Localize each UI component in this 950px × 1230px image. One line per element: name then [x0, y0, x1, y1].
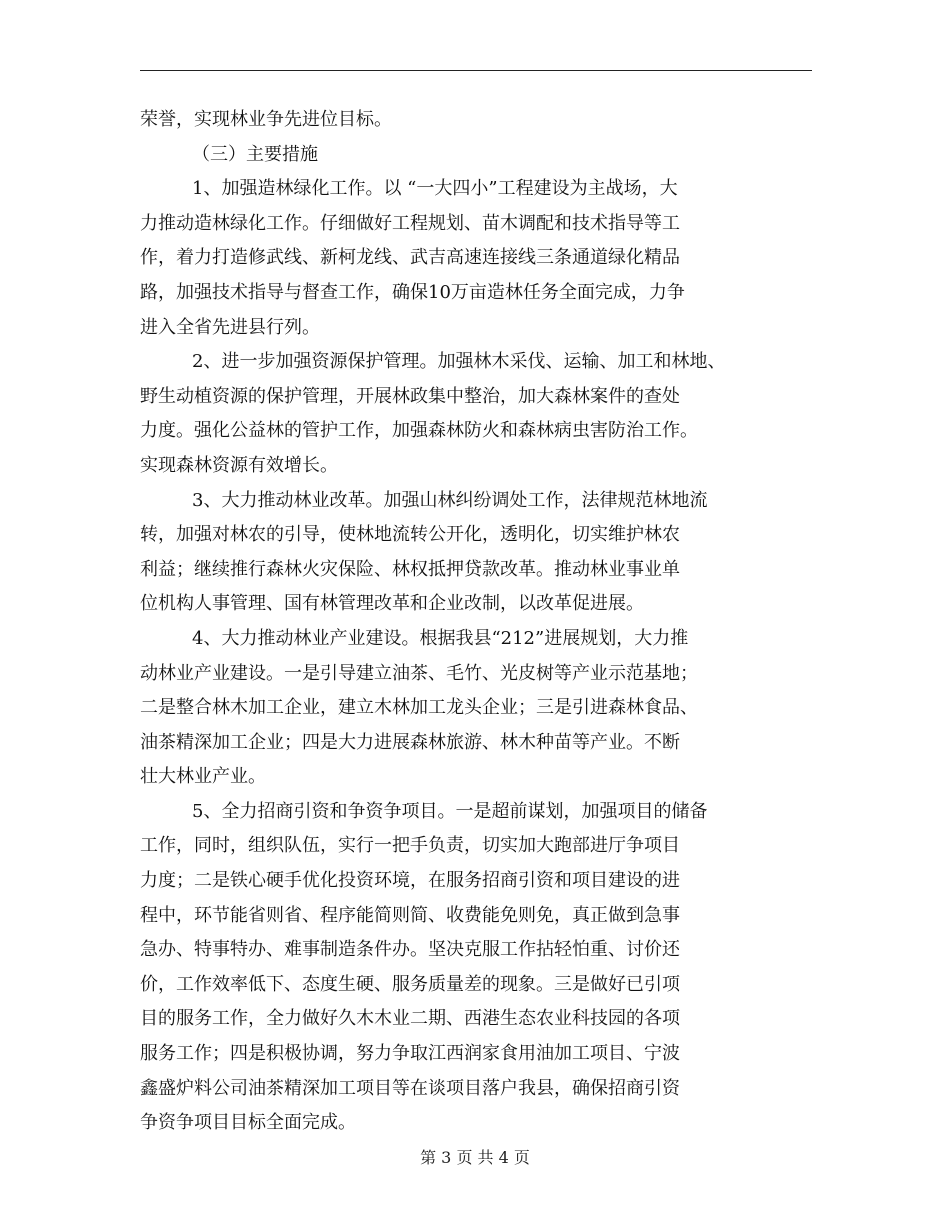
text-line: 工作，同时，组织队伍，实行一把手负责，切实加大跑部进厅争项目 — [140, 835, 680, 857]
text-line: 力度。强化公益林的管护工作，加强森林防火和森林病虫害防治工作。 — [140, 420, 698, 442]
text-line: 力推动造林绿化工作。仔细做好工程规划、苗木调配和技术指导等工 — [140, 212, 680, 234]
paragraph-start-line: 3、大力推动林业改革。加强山林纠纷调处工作，法律规范林地流 — [192, 489, 708, 511]
text-line: 程中，环节能省则省、程序能简则简、收费能免则免，真正做到急事 — [140, 904, 680, 926]
header-rule — [140, 70, 812, 71]
text-line: 荣誉，实现林业争先进位目标。 — [140, 109, 392, 130]
text-line: 进入全省先进县行列。 — [140, 316, 320, 338]
paragraph-start-line: 2、进一步加强资源保护管理。加强林木采伐、运输、加工和林地、 — [192, 351, 726, 373]
text-line: 路，加强技术指导与督查工作，确保10万亩造林任务全面完成，力争 — [140, 281, 685, 303]
text-line: 实现森林资源有效增长。 — [140, 454, 338, 476]
text-line: 壮大林业产业。 — [140, 766, 266, 788]
document-body — [140, 103, 820, 1141]
text-line: 野生动植资源的保护管理，开展林政集中整治，加大森林案件的查处 — [140, 385, 680, 407]
text-line: 二是整合林木加工企业，建立木林加工龙头企业；三是引进森林食品、 — [140, 697, 698, 719]
text-line: 作，着力打造修武线、新柯龙线、武吉高速连接线三条通道绿化精品 — [140, 247, 680, 269]
text-line: 力度；二是铁心硬手优化投资环境，在服务招商引资和项目建设的进 — [140, 870, 680, 892]
text-line: 位机构人事管理、国有林管理改革和企业改制，以改革促进展。 — [140, 593, 644, 615]
paragraph-start-line: 1、加强造林绿化工作。以 “一大四小”工程建设为主战场，大 — [192, 178, 678, 200]
text-line: 利益；继续推行森林火灾保险、林权抵押贷款改革。推动林业事业单 — [140, 558, 680, 580]
text-line: 油茶精深加工企业；四是大力进展森林旅游、林木种苗等产业。不断 — [140, 731, 680, 753]
text-line: 目的服务工作，全力做好久木木业二期、西港生态农业科技园的各项 — [140, 1008, 680, 1030]
text-line: 转，加强对林农的引导，使林地流转公开化，透明化，切实维护林农 — [140, 524, 680, 546]
paragraph-start-line: 4、大力推动林业产业建设。根据我县“212”进展规划，大力推 — [192, 627, 689, 649]
paragraph-start-line: 5、全力招商引资和争资争项目。一是超前谋划，加强项目的储备 — [192, 800, 708, 822]
paragraph-start-line: （三）主要措施 — [192, 143, 318, 165]
text-line: 争资争项目目标全面完成。 — [140, 1112, 356, 1134]
text-line: 鑫盛炉料公司油茶精深加工项目等在谈项目落户我县，确保招商引资 — [140, 1077, 680, 1099]
text-line: 急办、特事特办、难事制造条件办。坚决克服工作拈轻怕重、讨价还 — [140, 939, 680, 961]
page-footer: 第 3 页 共 4 页 — [420, 1148, 530, 1167]
text-line: 价，工作效率低下、态度生硬、服务质量差的现象。三是做好已引项 — [140, 973, 680, 995]
text-line: 动林业产业建设。一是引导建立油茶、毛竹、光皮树等产业示范基地； — [140, 662, 698, 684]
text-line: 服务工作；四是积极协调，努力争取江西润家食用油加工项目、宁波 — [140, 1043, 680, 1065]
